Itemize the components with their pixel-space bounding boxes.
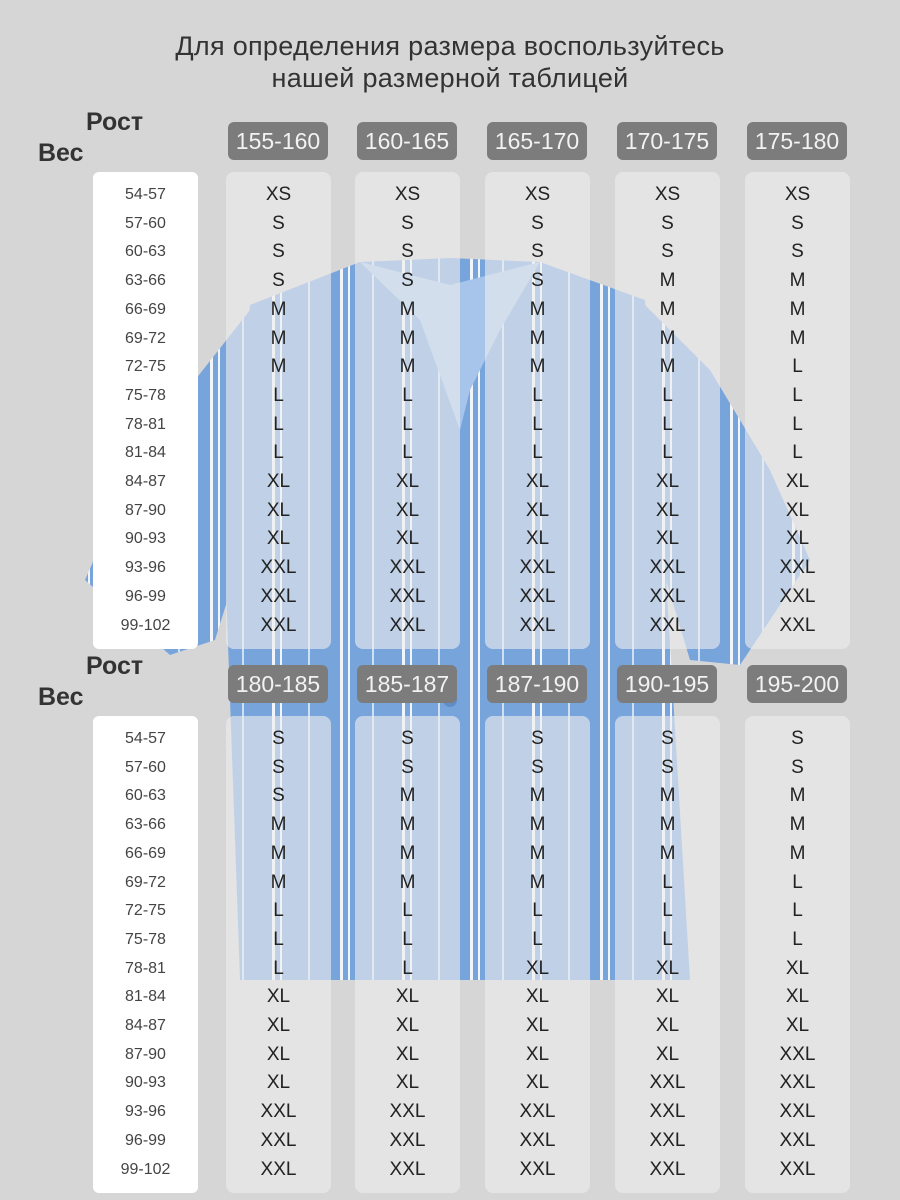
weight-cell: 54-57 bbox=[125, 186, 166, 203]
weight-cell: 78-81 bbox=[125, 415, 166, 433]
size-cell: XL bbox=[525, 986, 550, 1008]
size-cell: M bbox=[270, 842, 287, 864]
size-cell: XL bbox=[525, 1015, 550, 1036]
size-cell: L bbox=[792, 413, 803, 435]
size-cell: L bbox=[532, 442, 543, 464]
size-cell: S bbox=[272, 270, 285, 292]
size-cell: XL bbox=[395, 1043, 420, 1065]
size-cell: XL bbox=[525, 1072, 550, 1094]
size-cell: L bbox=[792, 871, 803, 893]
weight-cell: 99-102 bbox=[120, 1160, 171, 1178]
size-cell: M bbox=[399, 814, 416, 836]
size-cell: L bbox=[402, 442, 413, 464]
size-cell: XXL bbox=[389, 1101, 426, 1123]
size-cell: M bbox=[270, 871, 287, 893]
size-cell: XL bbox=[266, 471, 291, 492]
size-cell: XXL bbox=[260, 1101, 297, 1123]
size-cell: XXL bbox=[519, 1158, 556, 1180]
height-label: Рост bbox=[86, 652, 144, 680]
size-cell: XL bbox=[266, 499, 291, 521]
size-cell: L bbox=[273, 384, 284, 406]
weight-cell: 81-84 bbox=[125, 444, 166, 462]
size-cell: S bbox=[791, 212, 804, 234]
size-cell: XL bbox=[395, 986, 420, 1008]
size-cell: XL bbox=[266, 1043, 291, 1065]
height-badge: 165-170 bbox=[487, 122, 587, 160]
size-cell: XXL bbox=[649, 557, 686, 579]
size-cell: L bbox=[662, 871, 673, 893]
size-cell: XL bbox=[395, 1072, 420, 1094]
size-cell: S bbox=[661, 728, 674, 749]
size-cell: XL bbox=[266, 1015, 291, 1036]
size-cell: M bbox=[659, 814, 676, 836]
size-cell: S bbox=[531, 756, 544, 778]
size-cell: XXL bbox=[260, 614, 297, 636]
size-cell: XL bbox=[525, 957, 550, 979]
size-cell: XS bbox=[265, 184, 292, 205]
size-cell: L bbox=[273, 957, 284, 979]
size-cell: L bbox=[532, 900, 543, 922]
weight-cell: 90-93 bbox=[125, 1074, 166, 1092]
size-cell: XXL bbox=[260, 557, 297, 579]
size-cell: XL bbox=[655, 957, 680, 979]
size-cell: S bbox=[661, 241, 674, 263]
size-cell: XL bbox=[525, 471, 550, 492]
size-cell: XL bbox=[785, 528, 810, 550]
size-cell: L bbox=[532, 413, 543, 435]
size-cell: S bbox=[791, 241, 804, 263]
size-column bbox=[745, 172, 850, 649]
size-cell: S bbox=[401, 756, 414, 778]
size-cell: S bbox=[401, 212, 414, 234]
size-cell: XXL bbox=[779, 1043, 816, 1065]
height-badge: 160-165 bbox=[357, 122, 457, 160]
size-cell: L bbox=[273, 928, 284, 950]
size-cell: L bbox=[402, 900, 413, 922]
size-cell: XXL bbox=[779, 1129, 816, 1151]
size-cell: S bbox=[531, 241, 544, 263]
size-cell: M bbox=[529, 298, 546, 320]
size-column bbox=[355, 716, 460, 1193]
size-column bbox=[355, 172, 460, 649]
size-cell: XS bbox=[654, 184, 681, 205]
size-cell: S bbox=[272, 728, 285, 749]
size-cell: XL bbox=[785, 499, 810, 521]
size-cell: S bbox=[531, 270, 544, 292]
height-badge: 185-187 bbox=[357, 665, 457, 703]
size-cell: XXL bbox=[389, 557, 426, 579]
weight-cell: 63-66 bbox=[125, 272, 166, 290]
weight-cell: 87-90 bbox=[125, 501, 166, 519]
size-cell: M bbox=[529, 814, 546, 836]
size-cell: L bbox=[273, 900, 284, 922]
weight-cell: 72-75 bbox=[125, 358, 166, 376]
weight-label: Вес bbox=[38, 139, 84, 167]
size-cell: S bbox=[272, 785, 285, 807]
height-badge: 187-190 bbox=[487, 665, 587, 703]
weight-cell: 75-78 bbox=[125, 386, 166, 404]
height-badge: 155-160 bbox=[228, 122, 328, 160]
size-cell: L bbox=[402, 957, 413, 979]
size-cell: S bbox=[661, 756, 674, 778]
size-cell: XL bbox=[655, 471, 680, 492]
size-cell: XXL bbox=[389, 614, 426, 636]
size-cell: L bbox=[402, 384, 413, 406]
size-cell: XXL bbox=[779, 1158, 816, 1180]
size-cell: XL bbox=[266, 986, 291, 1008]
size-cell: S bbox=[791, 728, 804, 749]
size-cell: L bbox=[273, 442, 284, 464]
size-cell: L bbox=[273, 413, 284, 435]
size-cell: S bbox=[531, 728, 544, 749]
size-cell: XL bbox=[785, 471, 810, 492]
height-badge: 195-200 bbox=[747, 665, 847, 703]
size-cell: M bbox=[659, 785, 676, 807]
size-cell: XXL bbox=[649, 585, 686, 607]
size-cell: XL bbox=[655, 1043, 680, 1065]
size-cell: S bbox=[531, 212, 544, 234]
size-cell: M bbox=[270, 356, 287, 378]
size-cell: XL bbox=[525, 528, 550, 550]
size-cell: M bbox=[399, 356, 416, 378]
weight-cell: 96-99 bbox=[125, 1131, 166, 1149]
size-cell: M bbox=[270, 327, 287, 349]
size-cell: M bbox=[789, 842, 806, 864]
size-cell: XXL bbox=[779, 557, 816, 579]
size-cell: XL bbox=[395, 528, 420, 550]
height-badge: 190-195 bbox=[617, 665, 717, 703]
size-cell: L bbox=[662, 413, 673, 435]
size-cell: M bbox=[789, 298, 806, 320]
size-cell: S bbox=[401, 728, 414, 749]
height-badge: 180-185 bbox=[228, 665, 328, 703]
weight-column bbox=[93, 172, 198, 649]
size-cell: XS bbox=[524, 184, 551, 205]
size-cell: M bbox=[399, 785, 416, 807]
size-cell: S bbox=[401, 241, 414, 263]
size-cell: M bbox=[789, 327, 806, 349]
weight-cell: 99-102 bbox=[120, 616, 171, 634]
height-label: Рост bbox=[86, 108, 144, 136]
weight-cell: 78-81 bbox=[125, 959, 166, 977]
weight-cell: 60-63 bbox=[125, 243, 166, 261]
size-cell: XL bbox=[395, 1015, 420, 1036]
size-cell: XL bbox=[785, 1015, 810, 1036]
size-cell: M bbox=[659, 327, 676, 349]
size-cell: M bbox=[270, 814, 287, 836]
size-column bbox=[615, 172, 720, 649]
size-cell: XXL bbox=[649, 1101, 686, 1123]
weight-column bbox=[93, 716, 198, 1193]
size-cell: XL bbox=[785, 957, 810, 979]
size-cell: XXL bbox=[779, 1072, 816, 1094]
size-cell: XXL bbox=[779, 614, 816, 636]
size-cell: M bbox=[399, 842, 416, 864]
size-cell: XS bbox=[784, 184, 811, 205]
weight-label: Вес bbox=[38, 683, 84, 711]
size-cell: L bbox=[662, 384, 673, 406]
size-cell: XL bbox=[785, 986, 810, 1008]
size-cell: L bbox=[532, 928, 543, 950]
size-cell: M bbox=[529, 356, 546, 378]
size-cell: M bbox=[399, 298, 416, 320]
size-column bbox=[615, 716, 720, 1193]
size-cell: XXL bbox=[260, 585, 297, 607]
weight-cell: 90-93 bbox=[125, 530, 166, 548]
size-cell: S bbox=[791, 756, 804, 778]
size-cell: XL bbox=[655, 986, 680, 1008]
height-badge: 170-175 bbox=[617, 122, 717, 160]
size-cell: XL bbox=[266, 528, 291, 550]
weight-cell: 69-72 bbox=[125, 873, 166, 891]
size-cell: XXL bbox=[519, 614, 556, 636]
size-cell: XL bbox=[525, 499, 550, 521]
size-cell: XL bbox=[655, 499, 680, 521]
size-cell: L bbox=[662, 900, 673, 922]
size-cell: XL bbox=[395, 499, 420, 521]
weight-cell: 63-66 bbox=[125, 816, 166, 834]
weight-cell: 93-96 bbox=[125, 1103, 166, 1121]
size-cell: L bbox=[532, 384, 543, 406]
weight-cell: 87-90 bbox=[125, 1045, 166, 1063]
size-cell: M bbox=[659, 356, 676, 378]
size-cell: L bbox=[402, 413, 413, 435]
size-cell: M bbox=[399, 871, 416, 893]
title-line-1: Для определения размера воспользуйтесь bbox=[175, 31, 725, 61]
weight-cell: 54-57 bbox=[125, 730, 166, 747]
size-cell: M bbox=[789, 785, 806, 807]
size-column bbox=[485, 172, 590, 649]
size-cell: M bbox=[529, 842, 546, 864]
weight-cell: 81-84 bbox=[125, 988, 166, 1006]
size-cell: L bbox=[792, 384, 803, 406]
weight-cell: 66-69 bbox=[125, 300, 166, 318]
size-column bbox=[745, 716, 850, 1193]
title-line-2: нашей размерной таблицей bbox=[271, 63, 629, 93]
size-cell: XXL bbox=[389, 585, 426, 607]
size-cell: S bbox=[272, 756, 285, 778]
size-cell: M bbox=[270, 298, 287, 320]
weight-cell: 66-69 bbox=[125, 844, 166, 862]
size-cell: XL bbox=[525, 1043, 550, 1065]
size-cell: XXL bbox=[649, 614, 686, 636]
size-cell: XXL bbox=[779, 1101, 816, 1123]
weight-cell: 60-63 bbox=[125, 787, 166, 805]
size-cell: XXL bbox=[389, 1129, 426, 1151]
size-cell: XXL bbox=[519, 1101, 556, 1123]
size-cell: XL bbox=[395, 471, 420, 492]
height-badge: 175-180 bbox=[747, 122, 847, 160]
size-cell: XXL bbox=[260, 1129, 297, 1151]
size-cell: M bbox=[789, 270, 806, 292]
size-cell: XXL bbox=[519, 1129, 556, 1151]
page-title bbox=[0, 30, 900, 94]
size-cell: XXL bbox=[779, 585, 816, 607]
weight-cell: 96-99 bbox=[125, 587, 166, 605]
size-cell: M bbox=[659, 842, 676, 864]
size-cell: L bbox=[792, 442, 803, 464]
size-cell: XL bbox=[655, 1015, 680, 1036]
size-cell: M bbox=[529, 871, 546, 893]
weight-cell: 93-96 bbox=[125, 559, 166, 577]
size-cell: XXL bbox=[519, 557, 556, 579]
size-column bbox=[485, 716, 590, 1193]
size-cell: XS bbox=[394, 184, 421, 205]
size-cell: M bbox=[529, 785, 546, 807]
size-cell: XXL bbox=[649, 1129, 686, 1151]
size-cell: L bbox=[662, 442, 673, 464]
size-cell: L bbox=[402, 928, 413, 950]
size-cell: XL bbox=[655, 528, 680, 550]
size-cell: S bbox=[272, 241, 285, 263]
weight-cell: 84-87 bbox=[125, 1017, 166, 1034]
size-cell: XXL bbox=[649, 1158, 686, 1180]
size-cell: XXL bbox=[519, 585, 556, 607]
size-cell: XL bbox=[266, 1072, 291, 1094]
size-cell: XXL bbox=[389, 1158, 426, 1180]
size-cell: L bbox=[792, 356, 803, 378]
size-cell: S bbox=[401, 270, 414, 292]
size-cell: S bbox=[272, 212, 285, 234]
size-cell: L bbox=[792, 900, 803, 922]
weight-cell: 84-87 bbox=[125, 473, 166, 490]
size-cell: L bbox=[792, 928, 803, 950]
size-cell: XXL bbox=[649, 1072, 686, 1094]
size-cell: M bbox=[789, 814, 806, 836]
weight-cell: 57-60 bbox=[125, 758, 166, 776]
size-cell: XXL bbox=[260, 1158, 297, 1180]
size-column bbox=[226, 716, 331, 1193]
size-cell: L bbox=[662, 928, 673, 950]
size-cell: M bbox=[659, 298, 676, 320]
weight-cell: 57-60 bbox=[125, 214, 166, 232]
weight-cell: 72-75 bbox=[125, 902, 166, 920]
size-cell: S bbox=[661, 212, 674, 234]
weight-cell: 75-78 bbox=[125, 930, 166, 948]
size-cell: M bbox=[399, 327, 416, 349]
size-cell: M bbox=[659, 270, 676, 292]
size-column bbox=[226, 172, 331, 649]
weight-cell: 69-72 bbox=[125, 329, 166, 347]
size-cell: M bbox=[529, 327, 546, 349]
